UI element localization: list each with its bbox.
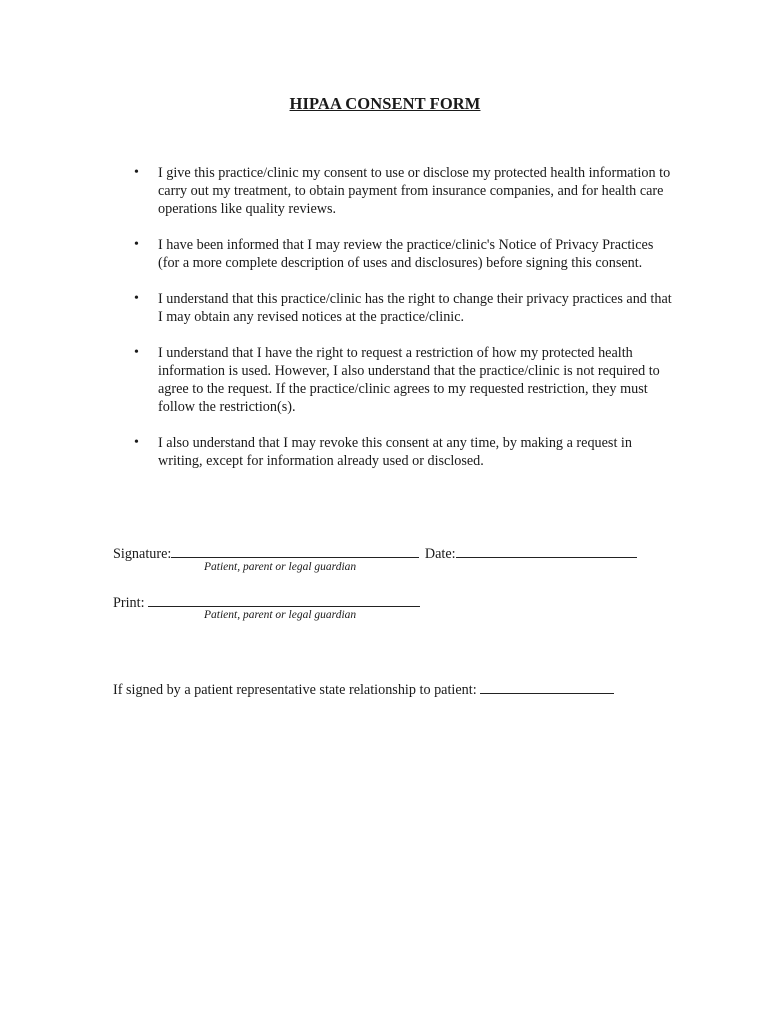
print-sublabel: Patient, parent or legal guardian [204,609,357,621]
form-title: HIPAA CONSENT FORM [289,94,481,113]
representative-line[interactable] [480,679,614,694]
consent-statement-text: I also understand that I may revoke this consent at any time, by making a request in writing, except for information already used or disclosed. [158,435,632,469]
signature-line[interactable] [171,543,419,558]
bullet-icon: • [134,345,139,360]
bullet-icon: • [134,435,139,450]
consent-statement [112,344,672,416]
signature-sublabel: Patient, parent or legal guardian [204,561,357,573]
date-line[interactable] [456,543,637,558]
consent-statements-list [112,164,672,488]
consent-statement-text: I understand that I have the right to request a restriction of how my protected health information is used. However, I also understand that the practice/clinic is not required to agree to the request. If the practice/clinic agrees to my requested restriction, they must follow the restriction(s). [158,345,660,415]
consent-statement [112,236,672,272]
consent-statement-text: I have been informed that I may review the practice/clinic's Notice of Privacy Practices (for a more complete description of uses and disclosures) before signing this consent. [158,237,654,271]
consent-statement-text: I give this practice/clinic my consent to use or disclose my protected health information to carry out my treatment, to obtain payment from insurance companies, and for health care operations like quality reviews. [158,165,671,217]
print-line[interactable] [148,592,420,607]
signature-row [113,543,637,563]
signature-label: Signature: [113,546,172,562]
bullet-icon: • [134,291,139,306]
bullet-icon: • [134,237,139,252]
consent-statement [112,434,672,470]
print-label: Print: [113,595,145,611]
date-label: Date: [424,546,456,562]
bullet-icon: • [134,165,139,180]
representative-row [113,679,614,699]
consent-statement [112,290,672,326]
representative-label: If signed by a patient representative state relationship to patient: [113,682,477,698]
consent-statement-text: I understand that this practice/clinic has the right to change their privacy practices and that I may obtain any revised notices at the practice/clinic. [158,291,672,325]
consent-statement [112,164,672,218]
